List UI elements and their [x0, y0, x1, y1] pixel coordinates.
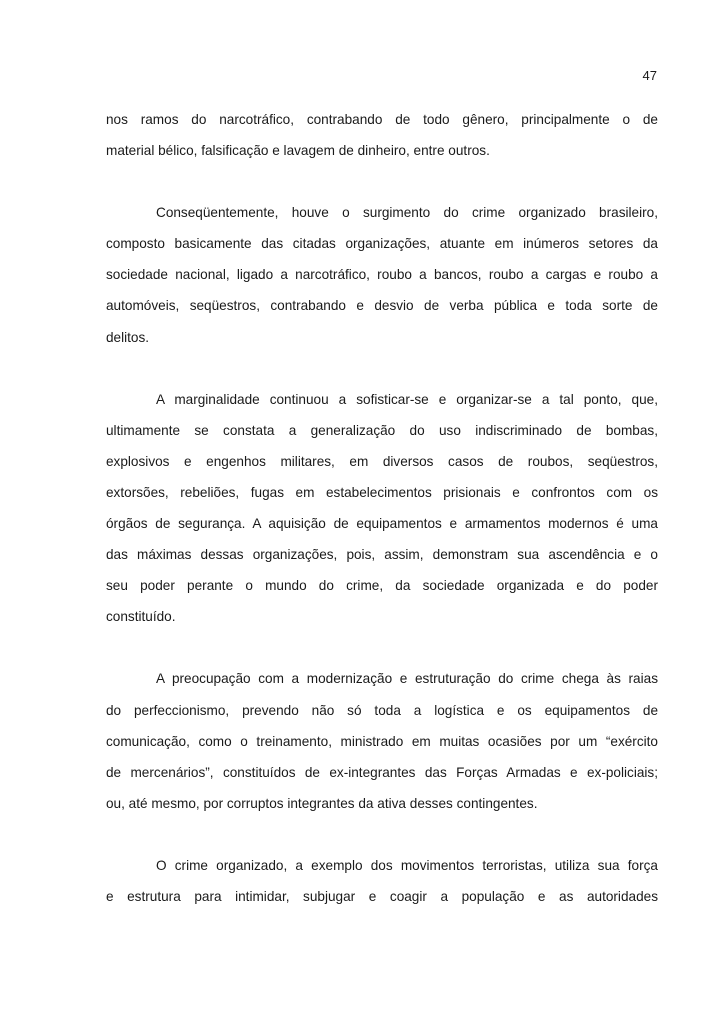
text-line: O crime organizado, a exemplo dos movimentos terroristas, utiliza sua força: [156, 857, 658, 873]
page-number: 47: [642, 68, 657, 83]
text-line: explosivos e engenhos militares, em diversos casos de roubos, seqüestros,: [106, 453, 658, 469]
paragraph-gap: [106, 632, 658, 663]
text-line: composto basicamente das citadas organizações, atuante em inúmeros setores da: [106, 236, 658, 252]
text-line: das máximas dessas organizações, pois, assim, demonstram sua ascendência e o: [106, 547, 658, 563]
text-line: A marginalidade continuou a sofisticar-se e organizar-se a tal ponto, que,: [156, 391, 658, 407]
text-line: nos ramos do narcotráfico, contrabando de todo gênero, principalmente o de: [106, 112, 658, 127]
paragraph: [106, 197, 658, 352]
text-line: comunicação, como o treinamento, ministrado em muitas ocasiões por um “exército: [106, 733, 658, 749]
text-line: automóveis, seqüestros, contrabando e desvio de verba pública e toda sorte de: [106, 298, 658, 314]
text-line: de mercenários”, constituídos de ex-integrantes das Forças Armadas e ex-policiais;: [106, 764, 658, 780]
text-line: ultimamente se constata a generalização do uso indiscriminado de bombas,: [106, 422, 658, 438]
paragraph-gap: [106, 166, 658, 197]
paragraph: [106, 104, 658, 166]
text-line: seu poder perante o mundo do crime, da sociedade organizada e do poder: [106, 578, 658, 594]
text-line: extorsões, rebeliões, fugas em estabelecimentos prisionais e confrontos com os: [106, 484, 658, 500]
paragraph-gap: [106, 353, 658, 384]
text-line: ou, até mesmo, por corruptos integrantes da ativa desses contingentes.: [106, 795, 538, 811]
paragraph: [106, 850, 658, 912]
text-line: material bélico, falsificação e lavagem de dinheiro, entre outros.: [106, 143, 490, 159]
text-line: do perfeccionismo, prevendo não só toda a logística e os equipamentos de: [106, 702, 658, 718]
paragraph: [106, 384, 658, 633]
text-line: A preocupação com a modernização e estruturação do crime chega às raias: [156, 671, 658, 687]
text-line: e estrutura para intimidar, subjugar e coagir a população e as autoridades: [106, 888, 658, 904]
text-line: sociedade nacional, ligado a narcotráfico, roubo a bancos, roubo a cargas e roubo a: [106, 267, 658, 283]
paragraph-gap: [106, 819, 658, 850]
text-line: delitos.: [106, 329, 150, 345]
text-line: órgãos de segurança. A aquisição de equipamentos e armamentos modernos é uma: [106, 516, 658, 532]
body-text: [106, 104, 658, 912]
paragraph: [106, 663, 658, 818]
text-line: constituído.: [106, 609, 176, 625]
text-line: Conseqüentemente, houve o surgimento do crime organizado brasileiro,: [156, 205, 658, 221]
